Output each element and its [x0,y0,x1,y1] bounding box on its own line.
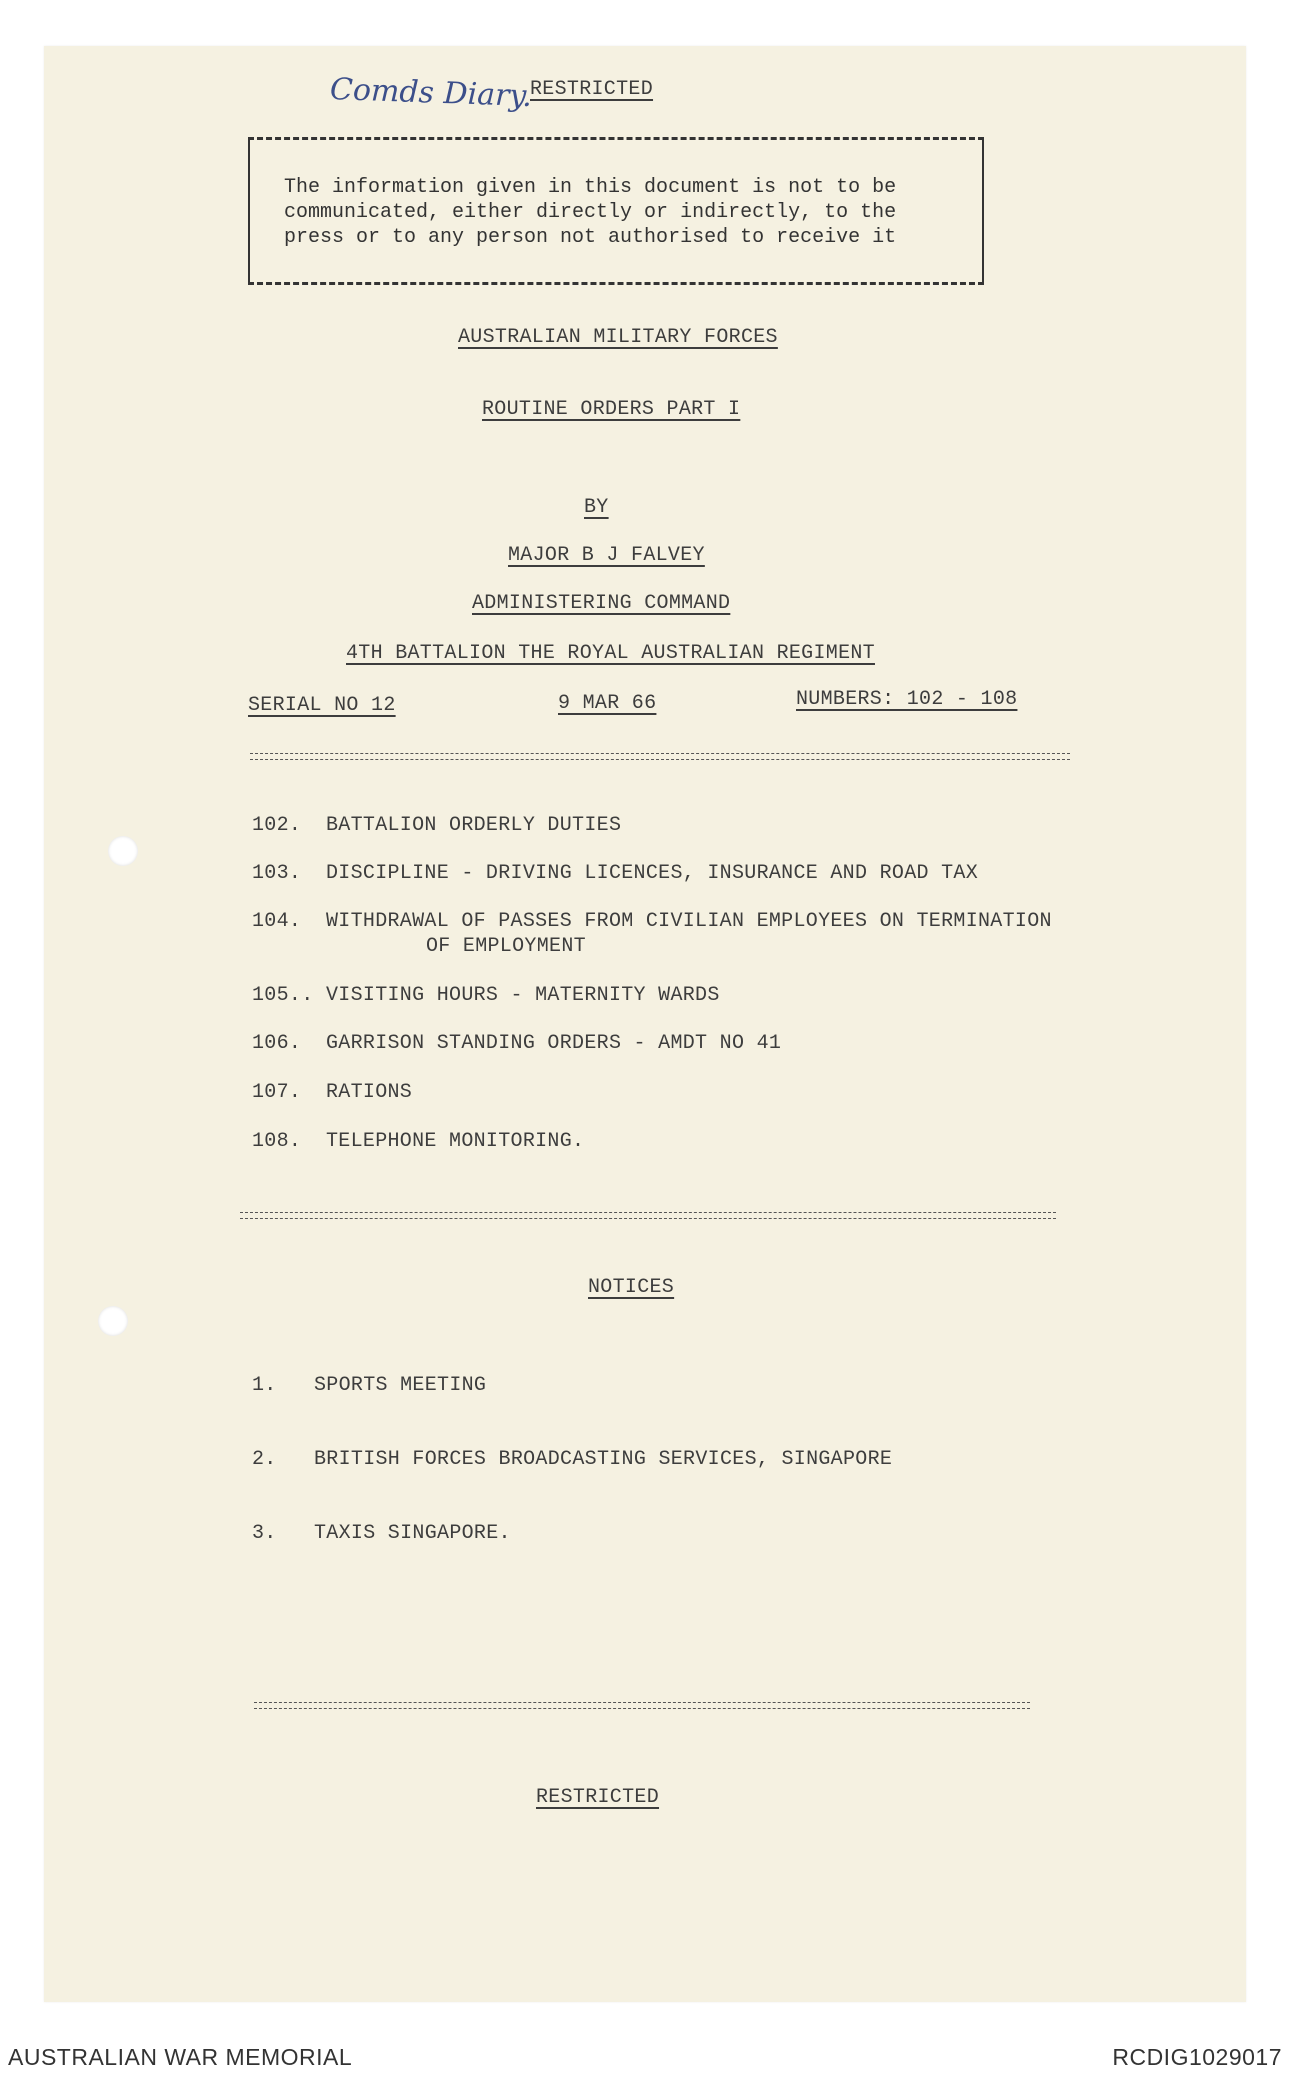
order-number: 104. [252,910,302,933]
punch-hole-upper [108,836,138,866]
archive-reference: RCDIG1029017 [1112,2044,1282,2070]
list-item [252,1081,412,1104]
classification-bottom: RESTRICTED [536,1786,660,1809]
archive-name: AUSTRALIAN WAR MEMORIAL [8,2044,353,2070]
handwritten-note: Comds Diary. [329,72,533,115]
order-number: 103. [252,862,302,885]
list-item [252,1032,781,1055]
order-text: BATTALION ORDERLY DUTIES [326,814,622,837]
title-unit: 4TH BATTALION THE ROYAL AUSTRALIAN REGIMENT [346,642,875,665]
title-by: BY [584,496,609,519]
order-text: WITHDRAWAL OF PASSES FROM CIVILIAN EMPLOYEES ON TERMINATION [326,910,1052,933]
divider-middle [240,1212,1056,1219]
notice-text: SPORTS MEETING [314,1374,487,1397]
notice-number: 1. [252,1374,277,1397]
notices-heading: NOTICES [588,1276,675,1299]
list-item [252,1130,584,1153]
notice-number: 2. [252,1448,277,1471]
confidentiality-line: press or to any person not authorised to receive it [284,226,897,249]
order-text: GARRISON STANDING ORDERS - AMDT NO 41 [326,1032,782,1055]
order-date: 9 MAR 66 [558,692,657,715]
order-number: 106. [252,1032,302,1055]
notice-number: 3. [252,1522,277,1545]
list-item [252,814,621,837]
notice-text: TAXIS SINGAPORE. [314,1522,511,1545]
order-text: DISCIPLINE - DRIVING LICENCES, INSURANCE AND ROAD TAX [326,862,979,885]
order-text: RATIONS [326,1081,413,1104]
punch-hole-lower [98,1306,128,1336]
order-numbers: NUMBERS: 102 - 108 [796,688,1018,711]
notice-text: BRITISH FORCES BROADCASTING SERVICES, SINGAPORE [314,1448,893,1471]
order-text: VISITING HOURS - MATERNITY WARDS [326,984,720,1007]
order-number: 107. [252,1081,302,1104]
order-number: 102. [252,814,302,837]
list-item [252,1522,511,1545]
title-role: ADMINISTERING COMMAND [472,592,731,615]
list-item [252,1448,892,1471]
classification-top: RESTRICTED [530,78,654,101]
order-number: 105.. [252,984,314,1007]
list-item [252,1374,486,1397]
divider-top [250,753,1070,760]
confidentiality-line: The information given in this document is not to be [284,176,897,199]
confidentiality-text [284,175,974,250]
serial-number: SERIAL NO 12 [248,694,396,717]
title-officer: MAJOR B J FALVEY [508,544,705,567]
order-text: TELEPHONE MONITORING. [326,1130,585,1153]
title-forces: AUSTRALIAN MILITARY FORCES [458,326,778,349]
title-orders: ROUTINE ORDERS PART I [482,398,741,421]
divider-bottom [254,1702,1030,1709]
list-item [252,862,978,885]
order-text-continuation: OF EMPLOYMENT [426,935,586,958]
list-item [252,910,1052,933]
order-number: 108. [252,1130,302,1153]
confidentiality-line: communicated, either directly or indirectly, to the [284,201,897,224]
list-item [252,984,720,1007]
